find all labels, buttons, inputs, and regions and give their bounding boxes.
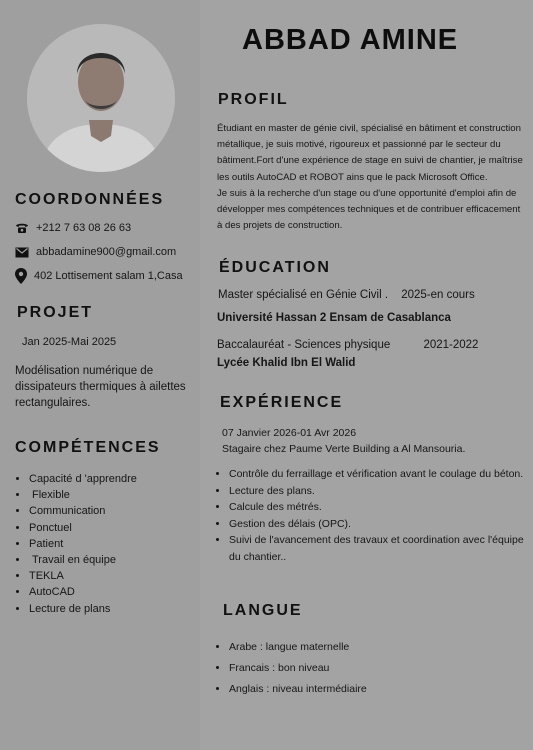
skills-list [15,471,137,617]
skill-item: • Travail en équipe [29,552,137,568]
experience-task: • Gestion des délais (OPC). [229,516,529,533]
phone-number[interactable]: +212 7 63 08 26 63 [36,222,132,234]
education-section-title: ÉDUCATION [219,259,331,276]
email-row [15,246,176,258]
education-dates: 2025-en cours [401,289,475,301]
education-degree: Master spécialisé en Génie Civil . [218,289,389,301]
language-item: • Francais : bon niveau [229,658,367,679]
person-photo-icon [27,24,175,172]
education-degree: Baccalauréat - Sciences physique [217,339,391,351]
skills-section-title: COMPÉTENCES [15,439,161,456]
experience-section-title: EXPÉRIENCE [220,394,344,411]
education-dates: 2021-2022 [423,339,479,351]
skill-item: • Communication [29,503,137,519]
address-text: 402 Lottisement salam 1,Casa [34,270,183,282]
education-school: Université Hassan 2 Ensam de Casablanca [217,312,451,324]
education-degree-row [217,339,478,351]
phone-icon [15,222,29,234]
project-description: Modélisation numérique de dissipateurs thermiques à ailettes rectangulaires. [15,365,186,409]
experience-tasks-list [219,466,529,565]
skill-item: • Capacité d 'apprendre [29,471,137,487]
skill-item: • Ponctuel [29,520,137,536]
language-item: • Anglais : niveau intermédiaire [229,679,367,700]
phone-row [15,222,131,234]
skill-item: • TEKLA [29,568,137,584]
skill-item: • AutoCAD [29,584,137,600]
profile-photo [27,24,175,172]
email-icon [15,247,29,258]
skill-item: • Flexible [29,487,137,503]
profile-paragraph: Étudiant en master de génie civil, spécialisé en bâtiment et construction métallique, je suis motivé, rigoureux et passionné par le secteur du bâtiment.Fort d'une expérience de stage en suivi de chantier, je maîtrise les outils AutoCAD et ROBOT ains que le pack Microsoft Office. [217,123,523,183]
profile-paragraph: Je suis à la recherche d'un stage ou d'une opportunité d'emploi afin de développer mes compétences techniques et de contribuer efficacement à des projets de construction. [217,187,521,232]
education-degree-row [218,289,475,301]
address-row [15,268,183,284]
project-dates: Jan 2025-Mai 2025 [22,336,117,348]
profile-section-title: PROFIL [218,91,289,108]
experience-task: • Calcule des métrés. [229,499,529,516]
contact-section-title: COORDONNÉES [15,191,165,208]
profile-summary [217,121,525,234]
candidate-name: ABBAD AMINE [242,24,459,56]
skill-item: • Lecture de plans [29,601,137,617]
language-item: • Arabe : langue maternelle [229,637,367,658]
languages-list [219,637,367,700]
experience-task: • Contrôle du ferraillage et vérification avant le coulage du béton. [229,466,529,483]
email-address[interactable]: abbadamine900@gmail.com [36,246,177,258]
language-section-title: LANGUE [223,602,303,619]
project-section-title: PROJET [17,304,94,321]
experience-task: • Lecture des plans. [229,483,529,500]
experience-role: Stagaire chez Paume Verte Building a Al Mansouria. [222,443,466,455]
location-pin-icon [15,268,27,284]
education-school: Lycée Khalid Ibn El Walid [217,357,356,369]
experience-task: • Suivi de l'avancement des travaux et coordination avec l'équipe du chantier.. [229,532,529,565]
skill-item: • Patient [29,536,137,552]
experience-dates: 07 Janvier 2026-01 Avr 2026 [222,427,357,439]
